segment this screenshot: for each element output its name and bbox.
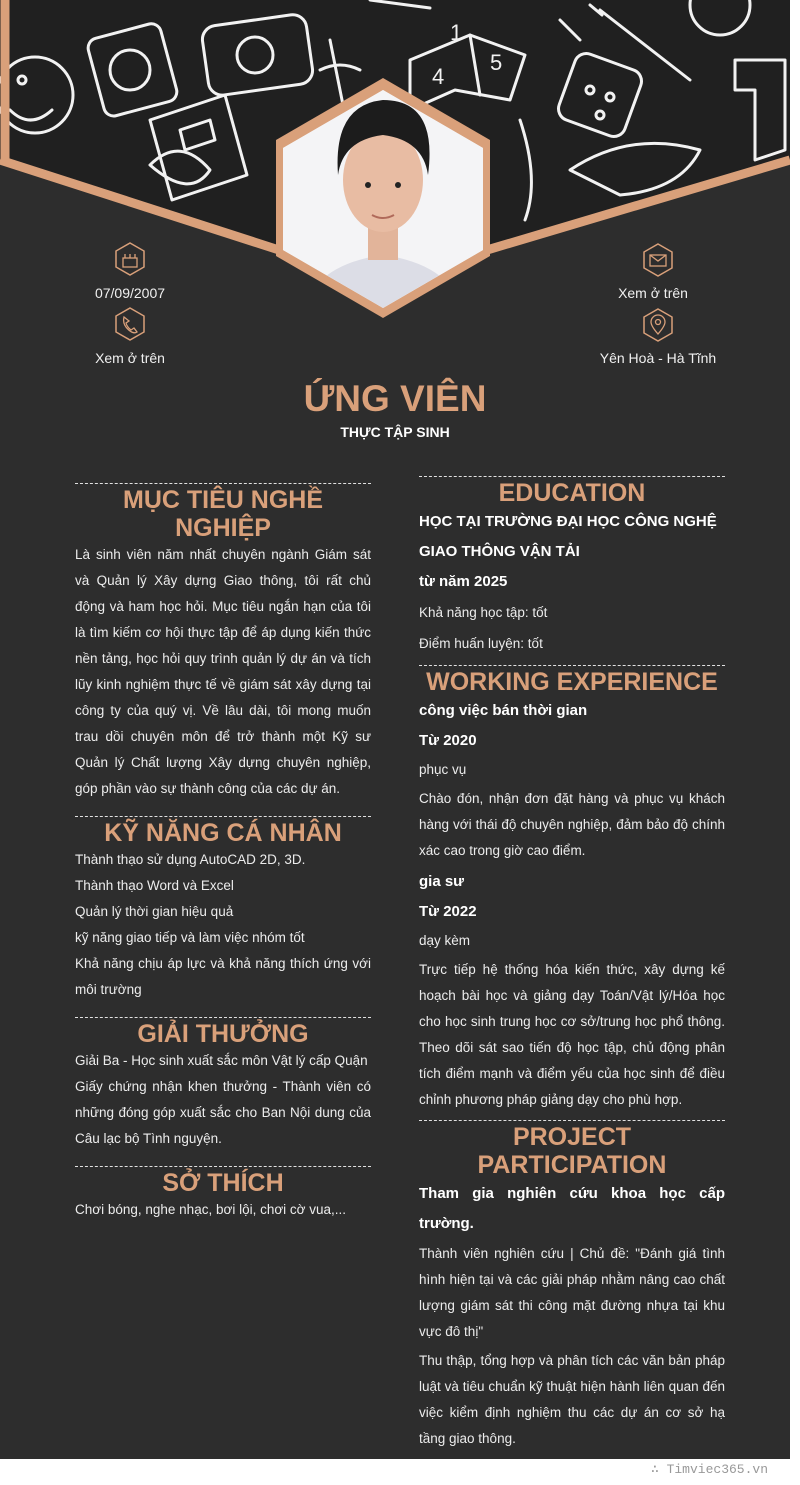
birthday-text: 07/09/2007 [94, 285, 166, 301]
email-text: Xem ở trên [618, 285, 688, 301]
job-description: Trực tiếp hệ thống hóa kiến thức, xây dựng kế hoạch bài học và giảng dạy Toán/Vật lý/Hóa học cho học sinh trung học cơ sở/trung học phổ thông. Theo dõi sát sao tiến độ học tập, chủ động phân tích điểm mạnh và điểm yếu của học sinh để điều chỉnh phương pháp giảng dạy cho phù hợp. [419, 962, 725, 1107]
education-detail: Khả năng học tập: tốt [419, 605, 548, 620]
education-school: HỌC TẠI TRƯỜNG ĐẠI HỌC CÔNG NGHỆ GIAO THÔNG VẬN TẢI [419, 513, 717, 560]
job-description: Chào đón, nhận đơn đặt hàng và phục vụ khách hàng với thái độ chuyên nghiệp, đảm bảo độ chính xác cao trong giờ cao điểm. [419, 791, 725, 858]
envelope-icon [641, 243, 675, 277]
address-text: Yên Hoà - Hà Tĩnh [599, 350, 717, 366]
job-position: dạy kèm [419, 933, 471, 948]
phone-icon [113, 307, 147, 341]
award-item: Giấy chứng nhận khen thưởng - Thành viên có những đóng góp xuất sắc cho Ban Nội dung của Câu lạc bộ Tình nguyện. [75, 1079, 371, 1146]
candidate-role: THỰC TẬP SINH [340, 424, 450, 440]
job-name: công việc bán thời gian [419, 702, 588, 719]
job-period: Từ 2022 [419, 903, 477, 920]
skill-item: Quản lý thời gian hiệu quả [75, 904, 234, 919]
project-role: Thành viên nghiên cứu | Chủ đề: "Đánh giá tình hình hiện tại và các giải pháp nhằm nâng cao chất lượng giám sát thi công mặt đường nhựa tại khu vực đô thị" [419, 1246, 725, 1339]
hobbies-title: SỞ THÍCH [75, 1166, 371, 1197]
candidate-name: ỨNG VIÊN [303, 378, 487, 419]
education-period: từ năm 2025 [419, 573, 508, 590]
awards-title: GIẢI THƯỞNG [75, 1017, 371, 1048]
cake-icon [113, 242, 147, 276]
job-position: phục vụ [419, 762, 467, 777]
svg-text:1: 1 [450, 20, 463, 45]
project-name: Tham gia nghiên cứu khoa học cấp trường. [419, 1185, 725, 1232]
objective-title: MỤC TIÊU NGHỀ NGHIỆP [75, 483, 371, 542]
experience-title: WORKING EXPERIENCE [419, 665, 725, 696]
svg-text:4: 4 [432, 64, 445, 89]
watermark: ∴ Timviec365.vn [650, 1462, 768, 1477]
phone-text: Xem ở trên [95, 350, 165, 366]
job-name: gia sư [419, 873, 465, 890]
education-detail: Điểm huấn luyện: tốt [419, 636, 543, 651]
education-title: EDUCATION [419, 476, 725, 507]
svg-text:5: 5 [490, 50, 503, 75]
project-description: Thu thập, tổng hợp và phân tích các văn bản pháp luật và tiêu chuẩn kỹ thuật hiện hành liên quan đến việc kiểm định nghiệm thu các dự án cơ sở hạ tầng giao thông. [419, 1353, 725, 1446]
skill-item: Khả năng chịu áp lực và khả năng thích ứng với môi trường [75, 956, 371, 997]
skill-item: Thành thạo sử dụng AutoCAD 2D, 3D. [75, 852, 306, 867]
award-item: Giải Ba - Học sinh xuất sắc môn Vật lý cấp Quận [75, 1053, 368, 1068]
objective-text: Là sinh viên năm nhất chuyên ngành Giám sát và Quản lý Xây dựng Giao thông, tôi rất chủ động và ham học hỏi. Mục tiêu ngắn hạn của tôi là tìm kiếm cơ hội thực tập để áp dụng kiến thức nền tảng, học hỏi quy trình quản lý dự án và tích lũy kinh nghiệm thực tế về giám sát xây dựng tại công ty của quý vị. Về lâu dài, tôi mong muốn trau dồi chuyên môn để trở thành một Kỹ sư Quản lý Chất lượng Xây dựng chuyên nghiệp, góp phần vào sự thành công của các dự án. [75, 547, 371, 796]
skills-title: KỸ NĂNG CÁ NHÂN [75, 816, 371, 847]
job-period: Từ 2020 [419, 732, 477, 749]
hobbies-text: Chơi bóng, nghe nhạc, bơi lội, chơi cờ vua,... [75, 1202, 347, 1217]
skill-item: Thành thạo Word và Excel [75, 878, 234, 893]
skill-item: kỹ năng giao tiếp và làm việc nhóm tốt [75, 930, 305, 945]
right-column [419, 476, 725, 1455]
location-pin-icon [641, 308, 675, 342]
left-column [75, 478, 371, 1223]
projects-title: PROJECT PARTICIPATION [419, 1120, 725, 1179]
